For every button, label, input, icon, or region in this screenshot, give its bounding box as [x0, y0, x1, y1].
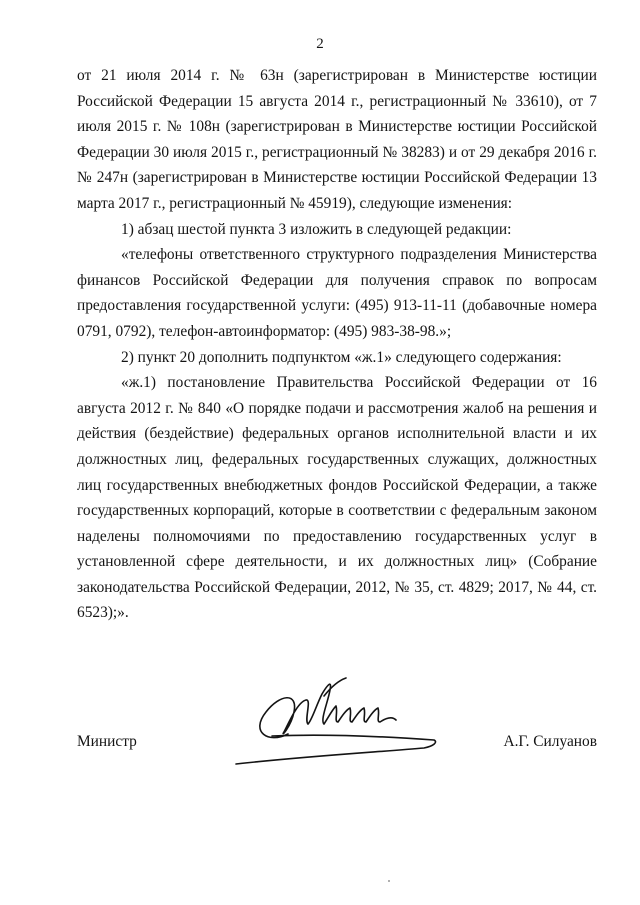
paragraph-zh1: «ж.1) постановление Правительства Российской Федерации от 16 августа 2012 г. № 840 «О порядке подачи и рассмотрения жалоб на решения и действия (бездействие) федеральных органов исполнительной власти и их должностных лиц, федеральных государственных служащих, должностных лиц государственных внебюджетных фондов Российской Федерации, а также государственных корпораций, которые в соответствии с федеральным законом наделены полномочиями по предоставлению государственных услуг в установленной сфере деятельности, и их должностных лиц» (Собрание законодательства Российской Федерации, 2012, № 35, ст. 4829; 2017, № 44, ст. 6523);».: [77, 374, 597, 622]
scan-speck: [388, 880, 390, 882]
paragraph-item-2: 2) пункт 20 дополнить подпунктом «ж.1» следующего содержания:: [121, 348, 562, 366]
page-number: 2: [316, 36, 324, 52]
document-body: [77, 63, 597, 626]
paragraph-item-1: 1) абзац шестой пункта 3 изложить в следующей редакции:: [121, 220, 512, 238]
signer-position: Министр: [77, 733, 137, 750]
handwritten-signature: [228, 672, 443, 772]
paragraph-phones: «телефоны ответственного структурного подразделения Министерства финансов Российской Федерации для получения справок по вопросам предоставления государственной услуги: (495) 913-11-11 (добавочные номера 0791, 0792), телефон-автоинформатор: (495) 983-38-98.»;: [77, 246, 597, 340]
paragraph-amendment-list: от 21 июля 2014 г. № 63н (зарегистрирован в Министерстве юстиции Российской Федерации 15 августа 2014 г., регистрационный № 33610), от 7 июля 2015 г. № 108н (зарегистрирован в Министерстве юстиции Российской Федерации 30 июля 2015 г., регистрационный № 38283) и от 29 декабря 2016 г. № 247н (зарегистрирован в Министерстве юстиции Российской Федерации 13 марта 2017 г., регистрационный № 45919), следующие изменения:: [77, 67, 597, 212]
signer-name: А.Г. Силуанов: [503, 733, 597, 750]
